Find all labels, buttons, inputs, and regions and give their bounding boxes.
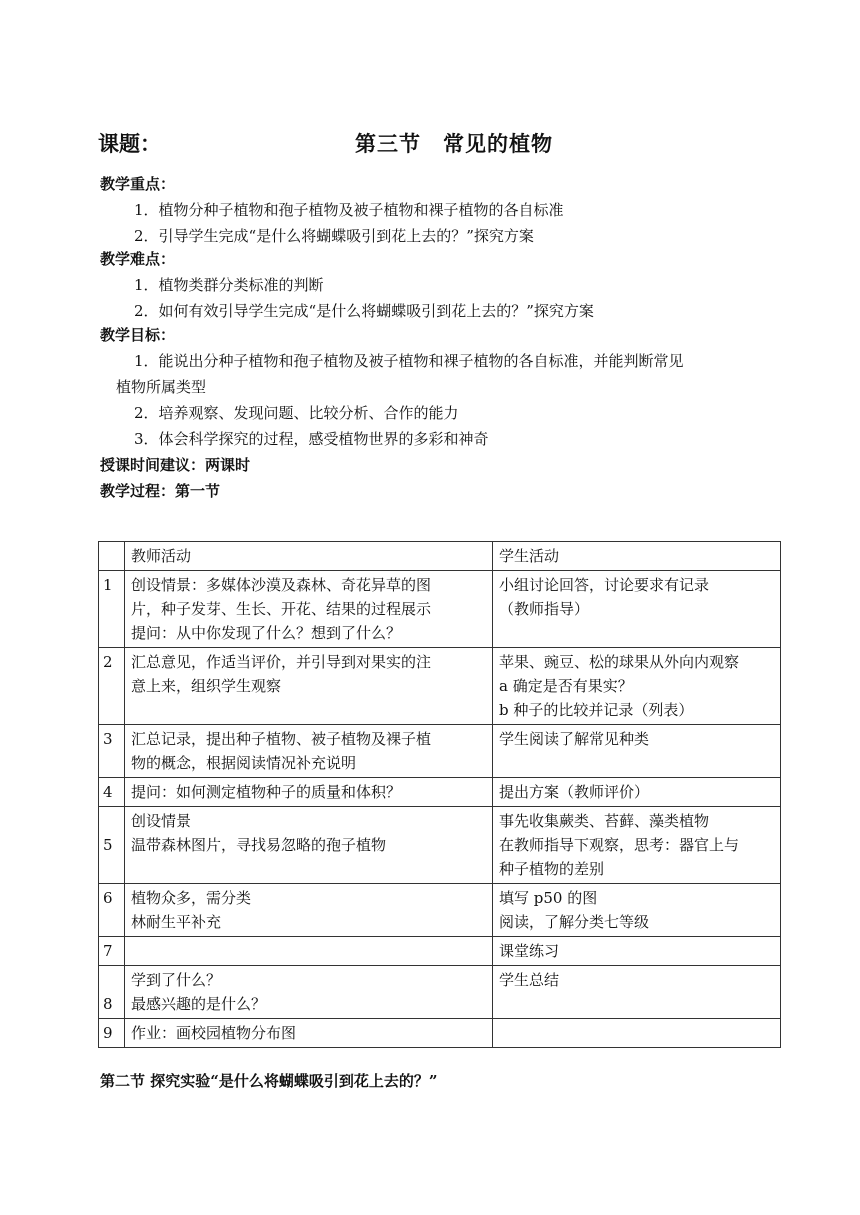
header-student-cell: 学生活动 xyxy=(493,542,781,571)
cell-line: 提问：如何测定植物种子的质量和体积？ xyxy=(131,783,402,801)
process-heading: 教学过程：第一节 xyxy=(100,482,221,500)
cell-line: （教师指导） xyxy=(499,600,590,618)
key-point-item: 2．引导学生完成“是什么将蝴蝶吸引到花上去的？”探究方案 xyxy=(134,227,534,245)
table-header-row xyxy=(99,542,781,571)
student-activity-cell xyxy=(493,884,781,937)
row-number: 7 xyxy=(99,937,125,966)
cell-line: 创设情景 xyxy=(131,812,192,830)
header-teacher-cell: 教师活动 xyxy=(125,542,493,571)
cell-line: 阅读，了解分类七等级 xyxy=(499,913,650,931)
student-activity-cell xyxy=(493,937,781,966)
objective-item xyxy=(100,348,800,400)
cell-line: 提出方案（教师评价） xyxy=(499,783,650,801)
cell-line: 汇总意见，作适当评价，并引导到对果实的注 xyxy=(131,653,432,671)
cell-line: 事先收集蕨类、苔藓、藻类植物 xyxy=(499,812,710,830)
cell-line: 种子植物的差别 xyxy=(499,860,605,878)
objectives-heading: 教学目标： xyxy=(100,326,176,344)
title-row xyxy=(98,128,778,160)
teacher-activity-cell xyxy=(125,884,493,937)
cell-line: 小组讨论回答，讨论要求有记录 xyxy=(499,576,710,594)
teacher-activity-cell xyxy=(125,725,493,778)
table-row xyxy=(99,884,781,937)
difficulties-section xyxy=(100,246,800,324)
table-row xyxy=(99,937,781,966)
teacher-activity-cell xyxy=(125,1019,493,1048)
table-row xyxy=(99,725,781,778)
objectives-section xyxy=(100,322,800,504)
page-title: 第三节 常见的植物 xyxy=(355,131,553,156)
cell-line: 最感兴趣的是什么？ xyxy=(131,995,267,1013)
teacher-activity-cell xyxy=(125,571,493,648)
key-points-heading: 教学重点： xyxy=(100,175,176,193)
student-activity-cell xyxy=(493,725,781,778)
cell-line xyxy=(131,939,486,963)
cell-line: 填写 p50 的图 xyxy=(499,889,598,907)
section-two-heading: 第二节 探究实验“是什么将蝴蝶吸引到花上去的？” xyxy=(100,1072,438,1090)
row-number: 5 xyxy=(99,807,125,884)
difficulties-heading: 教学难点： xyxy=(100,250,176,268)
objective-item: 2．培养观察、发现问题、比较分析、合作的能力 xyxy=(134,404,459,422)
objective-item-line: 植物所属类型 xyxy=(116,378,207,396)
teacher-activity-cell xyxy=(125,648,493,725)
cell-line: 植物众多，需分类 xyxy=(131,889,252,907)
student-activity-cell xyxy=(493,966,781,1019)
key-points-section xyxy=(100,171,800,249)
row-number: 1 xyxy=(99,571,125,648)
teacher-activity-cell xyxy=(125,937,493,966)
objective-item-line: 1．能说出分种子植物和孢子植物及被子植物和裸子植物的各自标准，并能判断常见 xyxy=(134,352,684,370)
row-number: 4 xyxy=(99,778,125,807)
student-activity-cell xyxy=(493,648,781,725)
row-number: 2 xyxy=(99,648,125,725)
student-activity-cell xyxy=(493,807,781,884)
student-activity-cell xyxy=(493,1019,781,1048)
row-number: 6 xyxy=(99,884,125,937)
cell-line: 学生总结 xyxy=(499,971,560,989)
cell-line: 提问：从中你发现了什么？想到了什么？ xyxy=(131,624,402,642)
cell-line: 作业：画校园植物分布图 xyxy=(131,1024,297,1042)
table-row xyxy=(99,807,781,884)
table-row xyxy=(99,1019,781,1048)
header-num-cell xyxy=(99,542,125,571)
difficulty-item: 2．如何有效引导学生完成“是什么将蝴蝶吸引到花上去的？”探究方案 xyxy=(134,302,594,320)
cell-line: 学到了什么？ xyxy=(131,971,222,989)
cell-line: 苹果、豌豆、松的球果从外向内观察 xyxy=(499,653,740,671)
row-number: 8 xyxy=(99,966,125,1019)
table-row xyxy=(99,571,781,648)
cell-line: 意上来，组织学生观察 xyxy=(131,677,282,695)
teacher-activity-cell xyxy=(125,778,493,807)
cell-line: 林耐生平补充 xyxy=(131,913,222,931)
cell-line xyxy=(499,1021,774,1045)
student-activity-cell xyxy=(493,571,781,648)
objective-item: 3．体会科学探究的过程，感受植物世界的多彩和神奇 xyxy=(134,430,489,448)
teacher-activity-cell xyxy=(125,966,493,1019)
cell-line: 汇总记录，提出种子植物、被子植物及裸子植 xyxy=(131,730,432,748)
cell-line: 在教师指导下观察，思考：器官上与 xyxy=(499,836,740,854)
teaching-process-table xyxy=(98,541,781,1048)
key-point-item: 1．植物分种子植物和孢子植物及被子植物和裸子植物的各自标准 xyxy=(134,201,564,219)
time-suggestion: 授课时间建议：两课时 xyxy=(100,456,251,474)
cell-line: 创设情景：多媒体沙漠及森林、奇花异草的图 xyxy=(131,576,432,594)
title-label: 课题： xyxy=(98,131,161,156)
cell-line: 片，种子发芽、生长、开花、结果的过程展示 xyxy=(131,600,432,618)
teacher-activity-cell xyxy=(125,807,493,884)
difficulty-item: 1．植物类群分类标准的判断 xyxy=(134,276,324,294)
cell-line: 课堂练习 xyxy=(499,942,560,960)
cell-line: b 种子的比较并记录（列表） xyxy=(499,701,694,719)
table-row xyxy=(99,778,781,807)
table-row xyxy=(99,966,781,1019)
row-number: 9 xyxy=(99,1019,125,1048)
student-activity-cell xyxy=(493,778,781,807)
cell-line: 物的概念，根据阅读情况补充说明 xyxy=(131,754,357,772)
cell-line: a 确定是否有果实？ xyxy=(499,677,633,695)
table-row xyxy=(99,648,781,725)
row-number: 3 xyxy=(99,725,125,778)
cell-line: 温带森林图片，寻找易忽略的孢子植物 xyxy=(131,836,387,854)
cell-line: 学生阅读了解常见种类 xyxy=(499,730,650,748)
